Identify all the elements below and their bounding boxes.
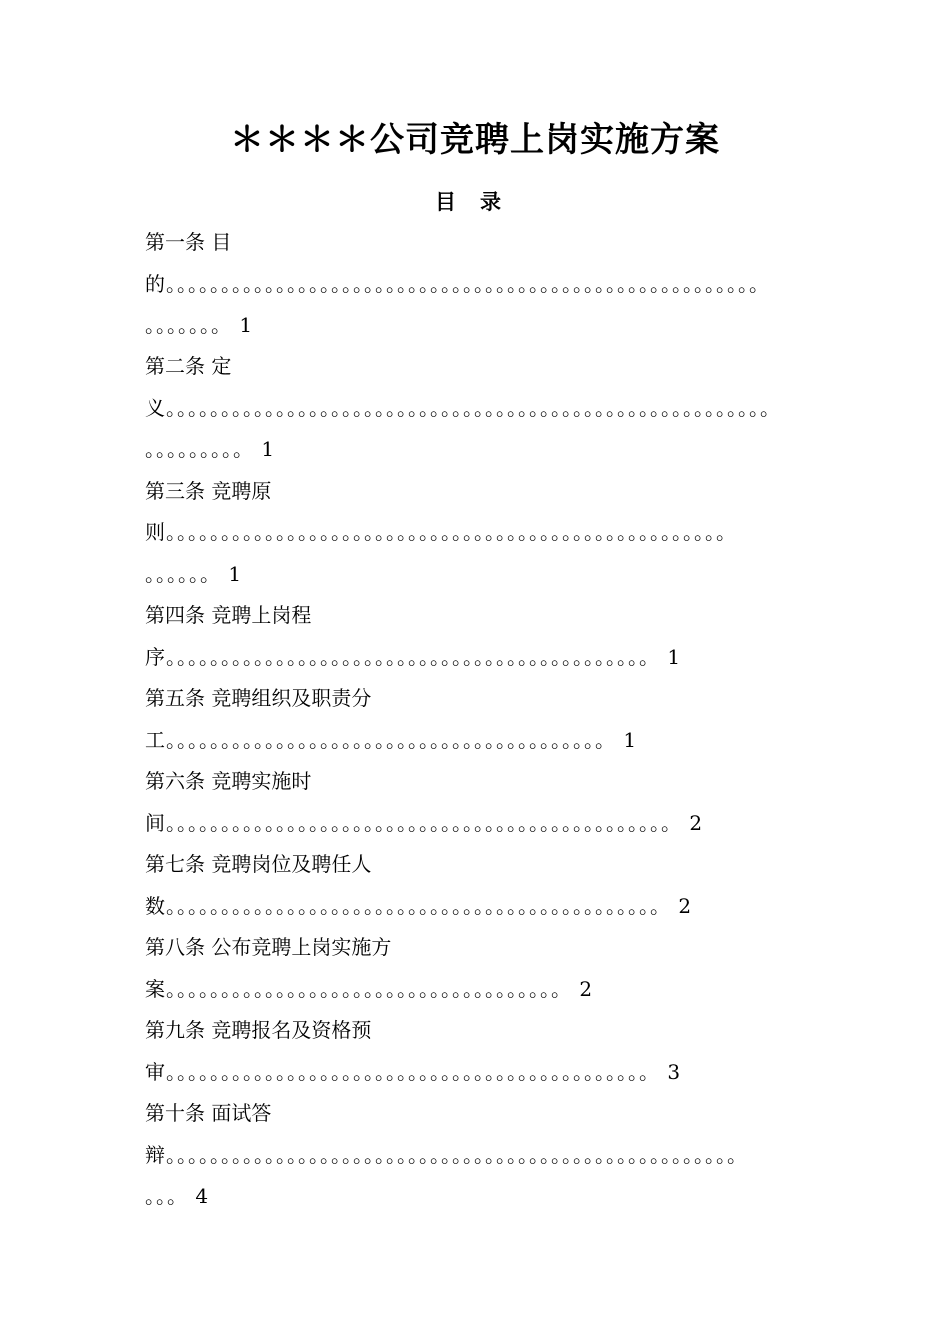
toc-entry-6-title: 第六条 竞聘实施时 [145,769,312,793]
toc-entry-8-leader: 案。。。。。。。。。。。。。。。。。。。。。。。。。。。。。。。。。。。。 2 [145,977,594,1001]
toc-entry-9-title: 第九条 竞聘报名及资格预 [145,1018,372,1042]
toc-entry-5-title: 第五条 竞聘组织及职责分 [145,686,372,710]
toc-entry-9-leader: 审。。。。。。。。。。。。。。。。。。。。。。。。。。。。。。。。。。。。。。。。。。。。 3 [145,1060,682,1084]
document-title: ＊＊＊＊公司竞聘上岗实施方案 [230,120,720,160]
toc-entry-7-title: 第七条 竞聘岗位及聘任人 [145,852,372,876]
toc-entry-5-leader: 工。。。。。。。。。。。。。。。。。。。。。。。。。。。。。。。。。。。。。。。。 1 [145,728,638,752]
toc-entry-2-leader: 义。。。。。。。。。。。。。。。。。。。。。。。。。。。。。。。。。。。。。。。。。。。。。。。。。。。。。。。 [145,396,781,420]
toc-entry-4-title: 第四条 竞聘上岗程 [145,603,312,627]
toc-entry-3-page: 。。。。。。 1 [145,562,243,586]
toc-entry-10-leader: 辩。。。。。。。。。。。。。。。。。。。。。。。。。。。。。。。。。。。。。。。。。。。。。。。。。。。。 [145,1143,748,1167]
toc-entry-3-title: 第三条 竞聘原 [145,479,272,503]
toc-entry-1-title: 第一条 目 [145,230,232,254]
toc-entry-3-leader: 则。。。。。。。。。。。。。。。。。。。。。。。。。。。。。。。。。。。。。。。。。。。。。。。。。。。 [145,520,737,544]
toc-entry-2-title: 第二条 定 [145,354,232,378]
toc-entry-10-page: 。。。 4 [145,1184,210,1208]
toc-entry-8-title: 第八条 公布竞聘上岗实施方 [145,935,392,959]
toc-heading: 目录 [435,189,525,214]
toc-entry-7-leader: 数。。。。。。。。。。。。。。。。。。。。。。。。。。。。。。。。。。。。。。。。。。。。。 2 [145,894,693,918]
toc-entry-1-page: 。。。。。。。 1 [145,313,254,337]
toc-entry-2-page: 。。。。。。。。。 1 [145,437,276,461]
toc-entry-6-leader: 间。。。。。。。。。。。。。。。。。。。。。。。。。。。。。。。。。。。。。。。。。。。。。。 2 [145,811,704,835]
toc-entry-4-leader: 序。。。。。。。。。。。。。。。。。。。。。。。。。。。。。。。。。。。。。。。。。。。。 1 [145,645,682,669]
toc-entry-10-title: 第十条 面试答 [145,1101,272,1125]
toc-entry-1-leader: 的。。。。。。。。。。。。。。。。。。。。。。。。。。。。。。。。。。。。。。。。。。。。。。。。。。。。。。 [145,272,770,296]
